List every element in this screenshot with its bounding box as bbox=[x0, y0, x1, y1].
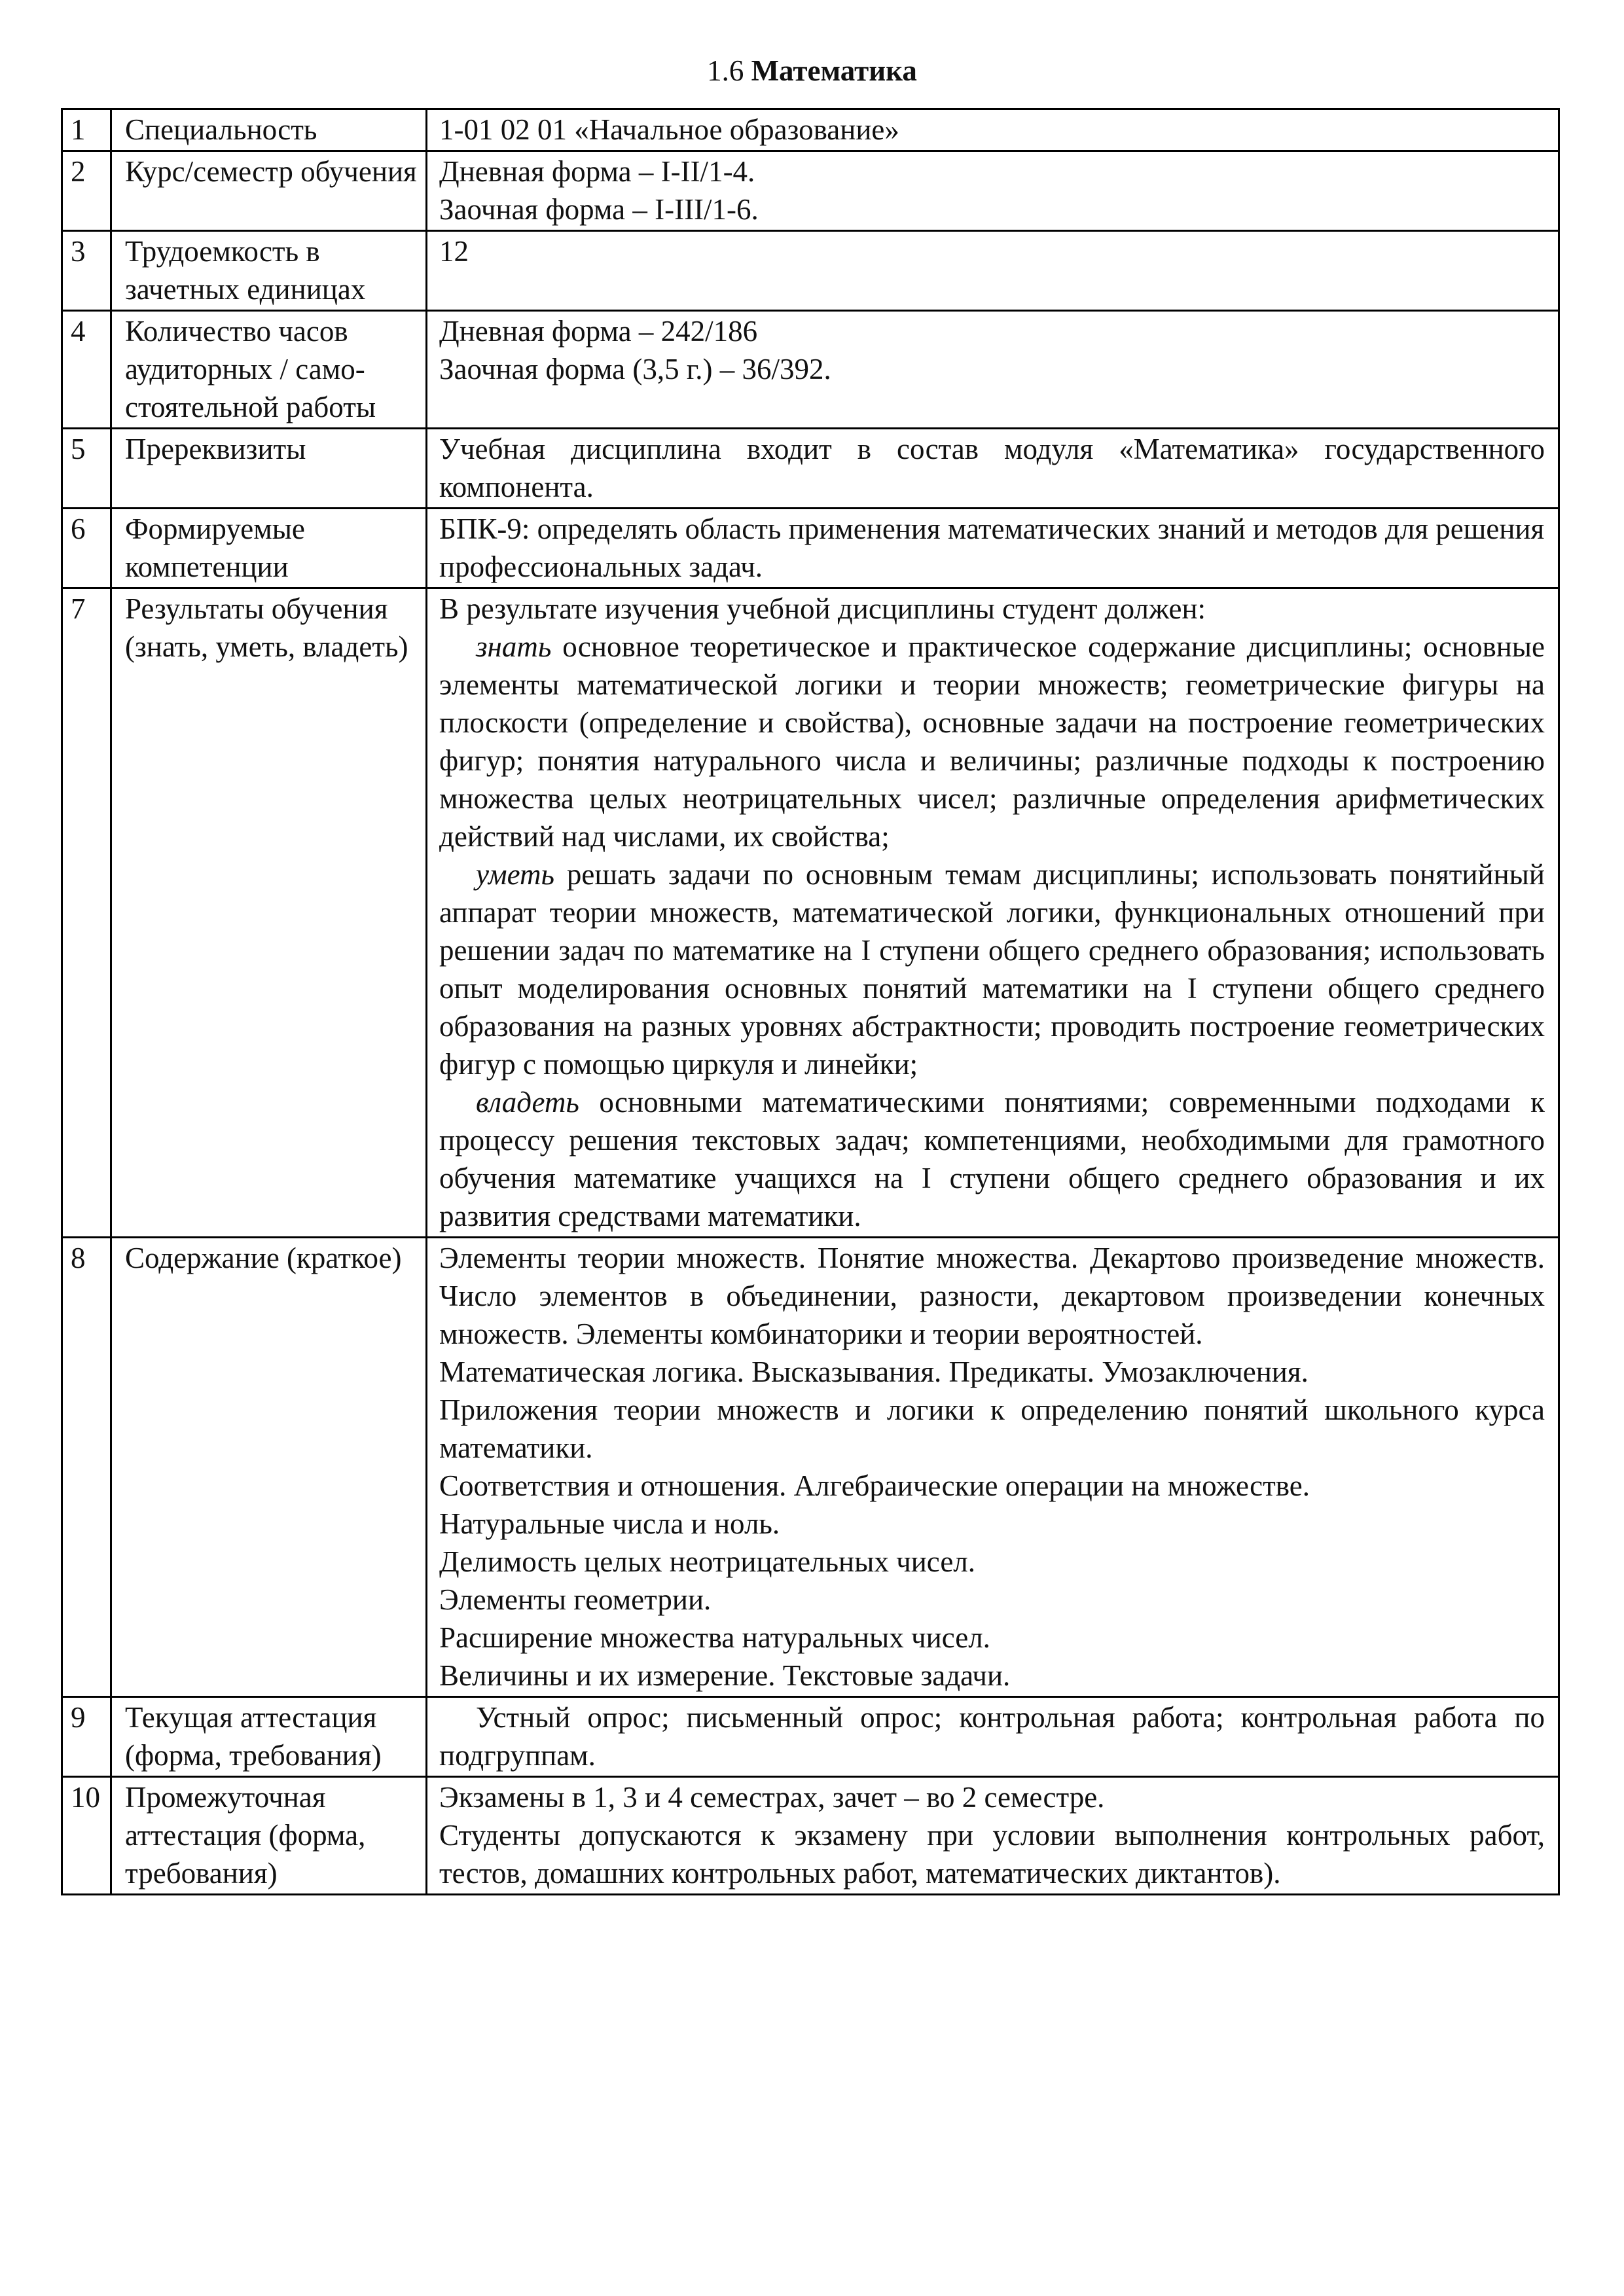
row-number: 3 bbox=[62, 231, 111, 311]
value-line: Натуральные числа и ноль. bbox=[439, 1507, 780, 1540]
row-value bbox=[427, 109, 1559, 151]
section-title bbox=[0, 51, 1624, 90]
value-line: Делимость целых неотрицательных чисел. bbox=[439, 1545, 976, 1578]
value-line: Математическая логика. Высказывания. Предикаты. Умозаключения. bbox=[439, 1355, 1308, 1388]
table-row bbox=[62, 151, 1559, 231]
row-value bbox=[427, 311, 1559, 429]
value-line: Заочная форма (3,5 г.) – 36/392. bbox=[439, 353, 831, 386]
table-row bbox=[62, 1697, 1559, 1777]
row-value bbox=[427, 509, 1559, 588]
table-row bbox=[62, 1777, 1559, 1895]
course-info-table bbox=[61, 108, 1560, 1895]
value-line: Экзамены в 1, 3 и 4 семестрах, зачет – во 2 семестре. bbox=[439, 1781, 1105, 1814]
row-value bbox=[427, 151, 1559, 231]
value-line: Дневная форма – 242/186 bbox=[439, 315, 758, 348]
value-line: Расширение множества натуральных чисел. bbox=[439, 1621, 990, 1654]
row-value bbox=[427, 1238, 1559, 1697]
value-line: Заочная форма – I-III/1-6. bbox=[439, 193, 759, 226]
value-line: БПК-9: определять область применения математических знаний и методов для решения профессиональных задач. bbox=[439, 512, 1545, 583]
row-value bbox=[427, 231, 1559, 311]
value-line: Устный опрос; письменный опрос; контрольная работа; контрольная работа по подгруппам. bbox=[439, 1701, 1545, 1772]
row-label: Промежуточная аттестация (форма, требования) bbox=[111, 1777, 427, 1895]
row-number: 7 bbox=[62, 588, 111, 1238]
row-number: 9 bbox=[62, 1697, 111, 1777]
value-line: Элементы теории множеств. Понятие множества. Декартово произведение множеств. Число элементов в объединении, разности, декартовом произведении конечных множеств. Элементы комбинаторики и теории вероятностей. bbox=[439, 1242, 1545, 1350]
section-name: Математика bbox=[751, 54, 917, 87]
row-label: Трудоемкость в зачетных единицах bbox=[111, 231, 427, 311]
value-line: Соответствия и отношения. Алгебраические операции на множестве. bbox=[439, 1469, 1310, 1502]
row-number: 6 bbox=[62, 509, 111, 588]
row-number: 8 bbox=[62, 1238, 111, 1697]
own-term: владеть bbox=[476, 1086, 579, 1119]
row-value bbox=[427, 1777, 1559, 1895]
row-label: Текущая аттестация (форма, требования) bbox=[111, 1697, 427, 1777]
row-label: Специальность bbox=[111, 109, 427, 151]
row-value bbox=[427, 588, 1559, 1238]
value-line: Студенты допускаются к экзамену при условии выполнения контрольных работ, тестов, домашних контрольных работ, математических диктантов). bbox=[439, 1819, 1545, 1890]
row-label: Формируемые компетенции bbox=[111, 509, 427, 588]
results-intro: В результате изучения учебной дисциплины студент должен: bbox=[439, 592, 1206, 625]
can-text: решать задачи по основным темам дисциплины; использовать понятийный аппарат теории множеств, математической логики, функциональных отношений при решении задач по математике на I ступени общего среднего образования; использовать опыт моделирования основных понятий математики на I ступени общего среднего образования на разных уровнях абстрактности; проводить построение геометрических фигур с помощью циркуля и линейки; bbox=[439, 858, 1545, 1081]
results-can bbox=[439, 855, 1545, 1083]
section-number: 1.6 bbox=[707, 54, 744, 87]
row-value bbox=[427, 1697, 1559, 1777]
table-row bbox=[62, 588, 1559, 1238]
own-text: основными математическими понятиями; современными подходами к процессу решения текстовых задач; компетенциями, необходимыми для грамотного обучения математике учащихся на I ступени общего среднего образования и их развития средствами математики. bbox=[439, 1086, 1545, 1232]
results-own bbox=[439, 1083, 1545, 1235]
row-number: 10 bbox=[62, 1777, 111, 1895]
row-label: Курс/семестр обучения bbox=[111, 151, 427, 231]
value-line: Учебная дисциплина входит в состав модуля «Математика» государственного компонента. bbox=[439, 433, 1545, 503]
value-line: Элементы геометрии. bbox=[439, 1583, 712, 1616]
know-term: знать bbox=[476, 630, 552, 663]
row-number: 4 bbox=[62, 311, 111, 429]
value-line: Дневная форма – I-II/1-4. bbox=[439, 155, 755, 188]
row-number: 2 bbox=[62, 151, 111, 231]
table-row bbox=[62, 509, 1559, 588]
row-label: Содержание (краткое) bbox=[111, 1238, 427, 1697]
row-value bbox=[427, 429, 1559, 509]
value-line: Величины и их измерение. Текстовые задачи. bbox=[439, 1659, 1011, 1692]
table-row bbox=[62, 311, 1559, 429]
table-row bbox=[62, 1238, 1559, 1697]
row-number: 1 bbox=[62, 109, 111, 151]
table-row bbox=[62, 109, 1559, 151]
value-line: 12 bbox=[439, 235, 469, 268]
row-number: 5 bbox=[62, 429, 111, 509]
row-label: Пререквизиты bbox=[111, 429, 427, 509]
table-row bbox=[62, 231, 1559, 311]
know-text: основное теоретическое и практическое содержание дисциплины; основные элементы математической логики и теории множеств; геометрические фигуры на плоскости (определение и свойства), основные задачи на построение геометрических фигур; понятия натурального числа и величины; различные подходы к построению множества целых неотрицательных чисел; различные определения арифметических действий над числами, их свойства; bbox=[439, 630, 1545, 853]
table-row bbox=[62, 429, 1559, 509]
value-line: Приложения теории множеств и логики к определению понятий школьного курса математики. bbox=[439, 1393, 1545, 1464]
results-know bbox=[439, 628, 1545, 855]
value-line: 1-01 02 01 «Начальное образование» bbox=[439, 113, 899, 146]
can-term: уметь bbox=[476, 858, 554, 891]
row-label: Результаты обучения (знать, уметь, владеть) bbox=[111, 588, 427, 1238]
row-label: Количество часов аудиторных / само-стоятельной работы bbox=[111, 311, 427, 429]
